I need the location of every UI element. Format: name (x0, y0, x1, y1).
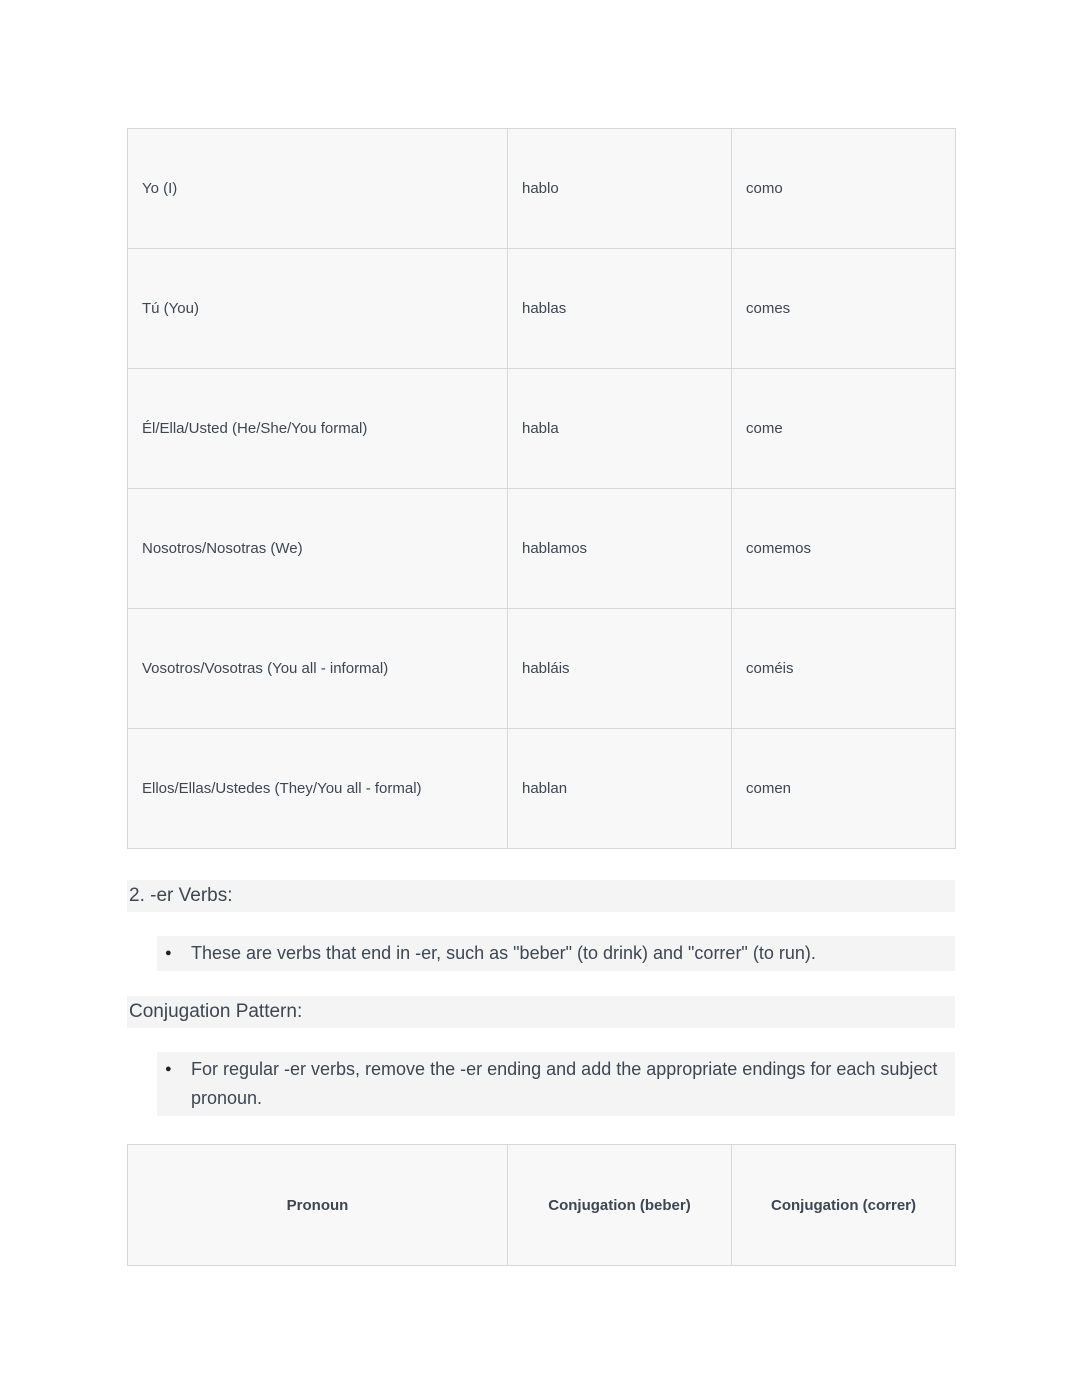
table-row (128, 129, 956, 249)
bullet-icon: ● (165, 1063, 172, 1075)
er-conjugation-cell: comen (732, 729, 956, 849)
pronoun-cell: Él/Ella/Usted (He/She/You formal) (128, 369, 508, 489)
ar-conjugation-cell: hablan (508, 729, 732, 849)
correr-header-cell: Conjugation (correr) (732, 1145, 956, 1266)
pronoun-cell: Ellos/Ellas/Ustedes (They/You all - formal) (128, 729, 508, 849)
section-heading-er-verbs: 2. -er Verbs: (127, 880, 955, 912)
er-conjugation-cell: come (732, 369, 956, 489)
list-item (157, 936, 955, 971)
document-page (127, 128, 955, 1266)
er-conjugation-cell: como (732, 129, 956, 249)
er-conjugation-cell: comes (732, 249, 956, 369)
beber-header-cell: Conjugation (beber) (508, 1145, 732, 1266)
ar-conjugation-cell: hablas (508, 249, 732, 369)
table-row (128, 369, 956, 489)
section-heading-conjugation-pattern: Conjugation Pattern: (127, 996, 955, 1028)
list-item-text: For regular -er verbs, remove the -er ending and add the appropriate endings for each subject pronoun. (191, 1059, 938, 1108)
er-conjugation-cell: comemos (732, 489, 956, 609)
pronoun-cell: Vosotros/Vosotras (You all - informal) (128, 609, 508, 729)
ar-conjugation-cell: hablamos (508, 489, 732, 609)
ar-conjugation-cell: habláis (508, 609, 732, 729)
bullet-icon: ● (165, 947, 172, 959)
beber-correr-conjugation-table (127, 1144, 956, 1266)
list-item (157, 1052, 955, 1116)
list-item-text: These are verbs that end in -er, such as "beber" (to drink) and "correr" (to run). (191, 943, 816, 963)
table-row (128, 249, 956, 369)
table-row (128, 609, 956, 729)
table-row (128, 729, 956, 849)
pronoun-header-cell: Pronoun (128, 1145, 508, 1266)
er-conjugation-cell: coméis (732, 609, 956, 729)
pronoun-cell: Yo (I) (128, 129, 508, 249)
ar-conjugation-cell: habla (508, 369, 732, 489)
pronoun-cell: Tú (You) (128, 249, 508, 369)
pronoun-cell: Nosotros/Nosotras (We) (128, 489, 508, 609)
ar-conjugation-cell: hablo (508, 129, 732, 249)
table-header-row (128, 1145, 956, 1266)
ar-er-conjugation-table (127, 128, 956, 849)
table-row (128, 489, 956, 609)
